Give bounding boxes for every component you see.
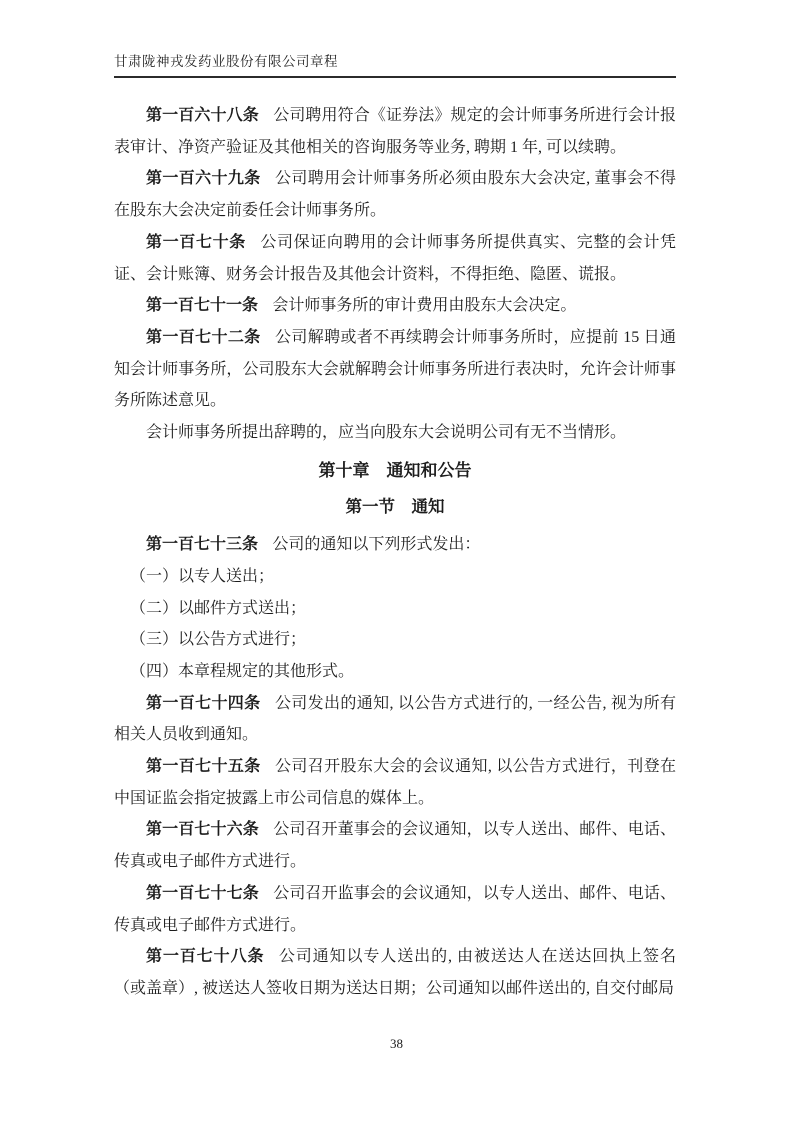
block-text: 会计师事务所提出辞聘的，应当向股东大会说明公司有无不当情形。 xyxy=(146,424,627,442)
article-paragraph xyxy=(114,227,676,290)
block-text: 公司召开股东大会的会议通知, 以公告方式进行，刊登在中国证监会指定披露上市公司信息的媒体上。 xyxy=(114,758,676,807)
block-text: 第一节 通知 xyxy=(345,498,445,517)
article-number: 第一百六十九条 xyxy=(146,170,261,188)
block-text: 第十章 通知和公告 xyxy=(318,460,472,480)
block-text: （四）本章程规定的其他形式。 xyxy=(130,662,355,680)
block-text: 公司聘用符合《证券法》规定的会计师事务所进行会计报表审计、净资产验证及其他相关的咨询服务等业务, 聘期 1 年, 可以续聘。 xyxy=(114,107,676,156)
article-paragraph xyxy=(114,688,676,751)
document-body xyxy=(114,100,676,1005)
list-block xyxy=(114,593,676,625)
article-paragraph xyxy=(114,941,676,1004)
block-text: 公司召开监事会的会议通知，以专人送出、邮件、电话、传真或电子邮件方式进行。 xyxy=(114,884,676,934)
article-paragraph xyxy=(114,163,676,226)
block-text: 公司保证向聘用的会计师事务所提供真实、完整的会计凭证、会计账簿、财务会计报告及其他会计资料，不得拒绝、隐匿、谎报。 xyxy=(114,233,676,283)
list-block xyxy=(114,624,676,656)
article-number: 第一百七十六条 xyxy=(146,821,259,839)
header-title: 甘肃陇神戎发药业股份有限公司章程 xyxy=(114,54,338,69)
article-paragraph xyxy=(114,290,676,322)
article-paragraph xyxy=(114,529,676,561)
list-block xyxy=(114,656,676,688)
block-text: 公司的通知以下列形式发出： xyxy=(272,536,481,554)
section-block xyxy=(114,492,676,524)
article-paragraph xyxy=(114,100,676,163)
block-text: 公司召开董事会的会议通知，以专人送出、邮件、电话、传真或电子邮件方式进行。 xyxy=(114,821,676,871)
article-number: 第一百七十五条 xyxy=(146,758,261,776)
block-text: 会计师事务所的审计费用由股东大会决定。 xyxy=(272,297,577,315)
article-paragraph xyxy=(114,751,676,814)
block-text: 公司通知以专人送出的, 由被送达人在送达回执上签名（或盖章）, 被送达人签收日期为送达日期；公司通知以邮件送出的, 自交付邮局 xyxy=(114,948,676,997)
block-text: 公司聘用会计师事务所必须由股东大会决定, 董事会不得在股东大会决定前委任会计师事务所。 xyxy=(114,170,676,220)
article-number: 第一百七十条 xyxy=(146,233,246,251)
list-block xyxy=(114,561,676,593)
article-number: 第一百七十八条 xyxy=(146,948,265,966)
article-number: 第一百六十八条 xyxy=(146,107,259,124)
document-header xyxy=(114,50,676,78)
article-number: 第一百七十四条 xyxy=(146,694,261,712)
article-number: 第一百七十一条 xyxy=(146,297,259,315)
article-number: 第一百七十七条 xyxy=(146,884,259,902)
paragraph-block xyxy=(114,417,676,449)
page-number: 38 xyxy=(390,1036,403,1051)
article-number: 第一百七十二条 xyxy=(146,328,261,346)
block-text: （三）以公告方式进行； xyxy=(130,631,307,649)
article-paragraph xyxy=(114,814,676,877)
article-paragraph xyxy=(114,878,676,941)
document-footer xyxy=(0,1036,793,1052)
article-paragraph xyxy=(114,322,676,417)
block-text: （二）以邮件方式送出； xyxy=(130,599,307,617)
article-number: 第一百七十三条 xyxy=(146,536,259,554)
block-text: 公司解聘或者不再续聘会计师事务所时，应提前 15 日通知会计师事务所，公司股东大会就解聘会计师事务所进行表决时，允许会计师事务所陈述意见。 xyxy=(114,328,676,410)
block-text: 公司发出的通知, 以公告方式进行的, 一经公告, 视为所有相关人员收到通知。 xyxy=(114,694,676,744)
chapter-block xyxy=(114,455,676,487)
block-text: （一）以专人送出； xyxy=(130,567,275,585)
